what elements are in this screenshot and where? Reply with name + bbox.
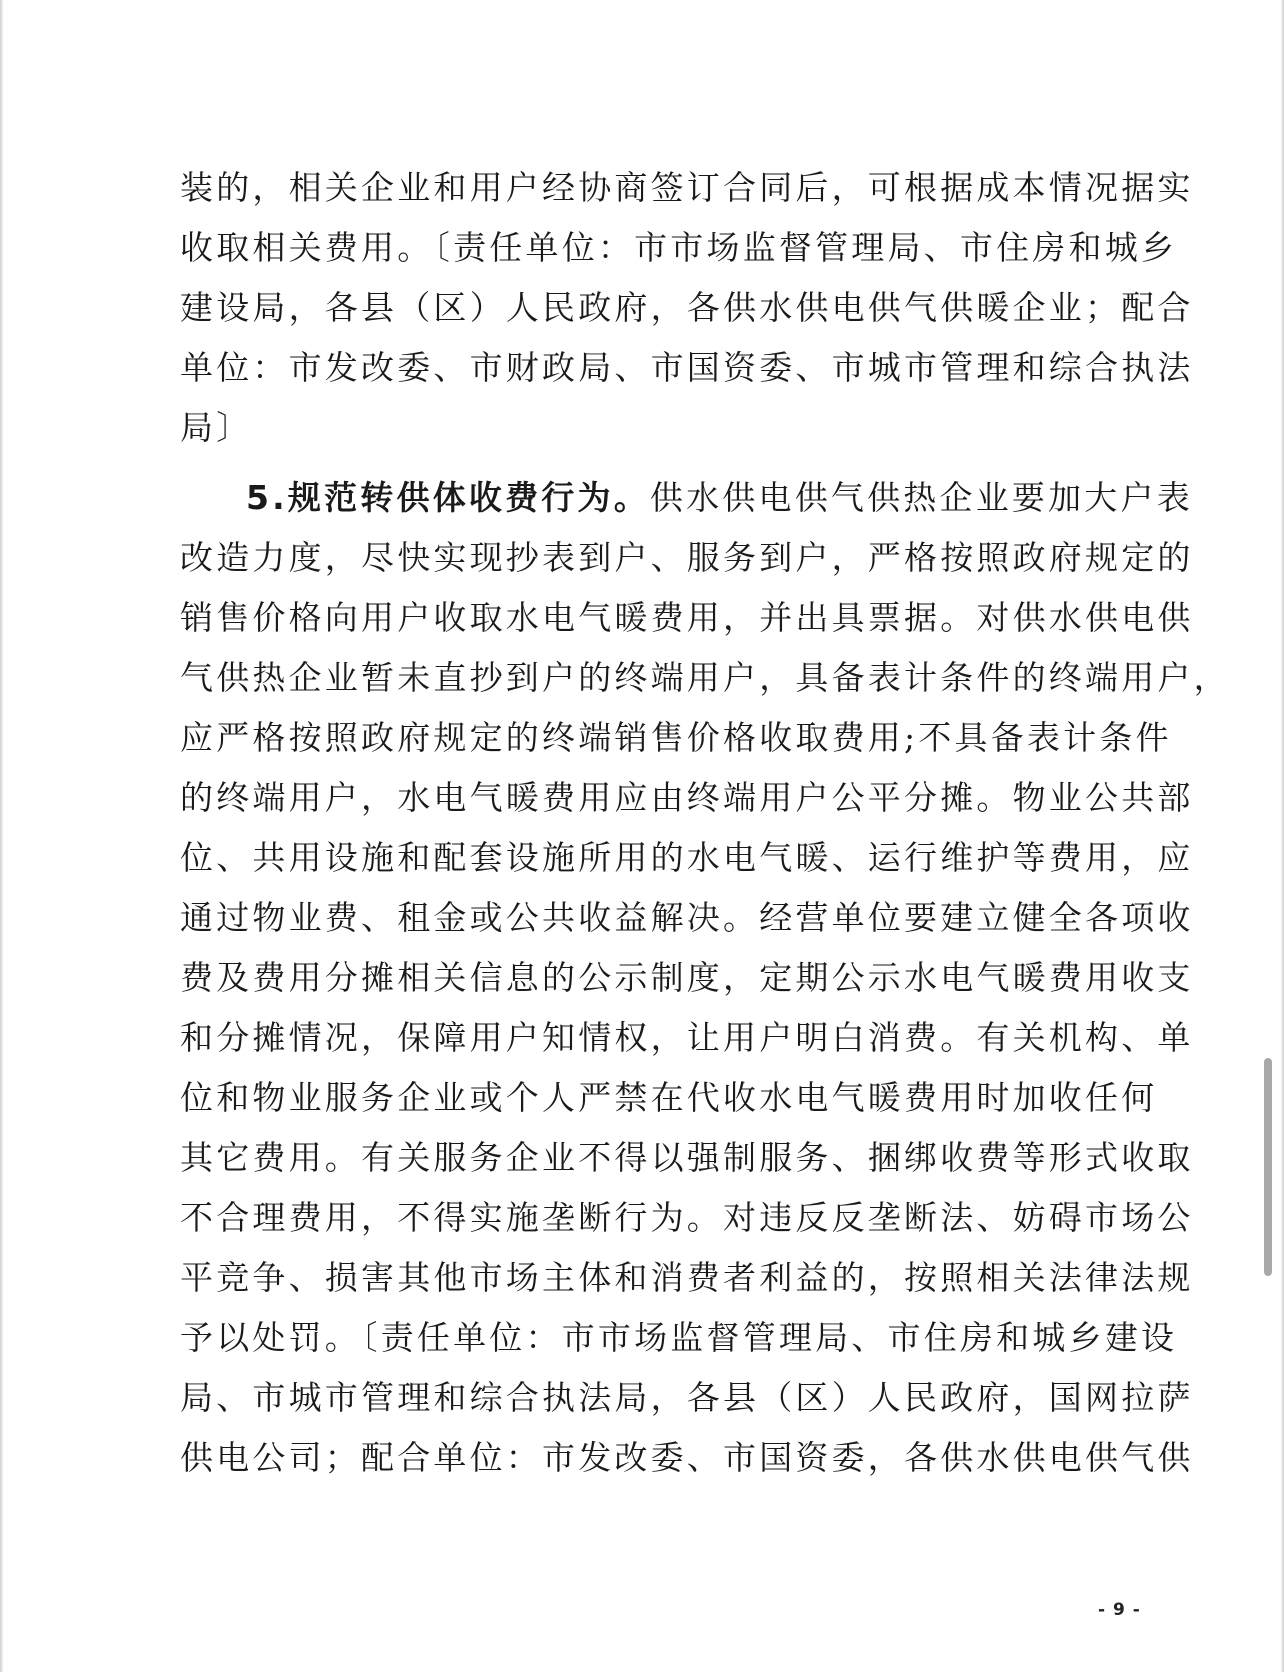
section-5-first-line-text: 供水供电供气供热企业要加大户表 xyxy=(649,478,1193,517)
text-line: 应严格按照政府规定的终端销售价格收取费用;不具备表计条件 xyxy=(180,718,1172,757)
text-line: 单位：市发改委、市财政局、市国资委、市城市管理和综合执法 xyxy=(180,348,1194,387)
text-line: 局、市城市管理和综合执法局，各县（区）人民政府，国网拉萨 xyxy=(180,1378,1194,1417)
scrollbar-thumb[interactable] xyxy=(1264,1058,1272,1276)
section-5-heading: 5.规范转供体收费行为。 xyxy=(246,478,650,517)
text-line: 建设局，各县（区）人民政府，各供水供电供气供暖企业；配合 xyxy=(180,288,1194,327)
text-line: 改造力度，尽快实现抄表到户、服务到户，严格按照政府规定的 xyxy=(180,538,1194,577)
text-line: 和分摊情况，保障用户知情权，让用户明白消费。有关机构、单 xyxy=(180,1018,1194,1057)
text-line: 位、共用设施和配套设施所用的水电气暖、运行维护等费用，应 xyxy=(180,838,1194,877)
text-line: 予以处罚。〔责任单位：市市场监督管理局、市住房和城乡建设 xyxy=(180,1318,1178,1357)
text-line: 不合理费用，不得实施垄断行为。对违反反垄断法、妨碍市场公 xyxy=(180,1198,1194,1237)
section-5-first-line xyxy=(246,478,1193,518)
text-line: 销售价格向用户收取水电气暖费用，并出具票据。对供水供电供 xyxy=(180,598,1194,637)
text-line: 供电公司；配合单位：市发改委、市国资委，各供水供电供气供 xyxy=(180,1438,1194,1477)
text-line: 的终端用户，水电气暖费用应由终端用户公平分摊。物业公共部 xyxy=(180,778,1194,817)
text-line: 收取相关费用。〔责任单位：市市场监督管理局、市住房和城乡 xyxy=(180,228,1178,267)
text-line: 局〕 xyxy=(180,408,253,447)
text-line: 位和物业服务企业或个人严禁在代收水电气暖费用时加收任何 xyxy=(180,1078,1158,1117)
text-line: 通过物业费、租金或公共收益解决。经营单位要建立健全各项收 xyxy=(180,898,1194,937)
page-number: - 9 - xyxy=(1098,1600,1141,1620)
text-line: 装的，相关企业和用户经协商签订合同后，可根据成本情况据实 xyxy=(180,168,1194,207)
text-line: 其它费用。有关服务企业不得以强制服务、捆绑收费等形式收取 xyxy=(180,1138,1194,1177)
text-line: 费及费用分摊相关信息的公示制度，定期公示水电气暖费用收支 xyxy=(180,958,1194,997)
text-line: 平竞争、损害其他市场主体和消费者利益的，按照相关法律法规 xyxy=(180,1258,1194,1297)
text-line: 气供热企业暂未直抄到户的终端用户，具备表计条件的终端用户， xyxy=(180,658,1230,697)
